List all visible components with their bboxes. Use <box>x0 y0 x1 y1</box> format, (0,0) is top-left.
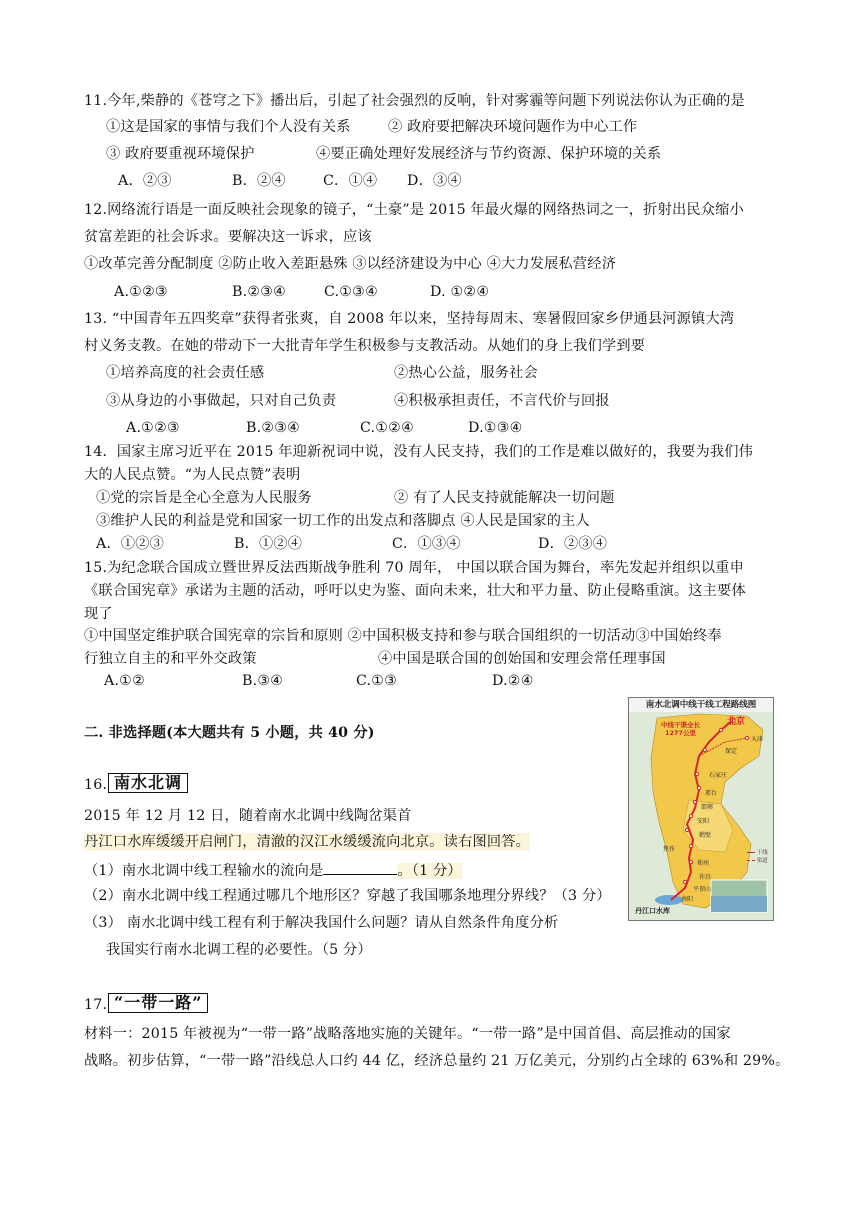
q16-topic-tag: 南水北调 <box>108 773 188 793</box>
section-2-title: 二. 非选择题(本大题共有 5 小题，共 40 分) <box>84 725 375 741</box>
q16-sub3-line2: 我国实行南水北调工程的必要性。（5 分） <box>106 942 372 958</box>
q11-option-4: ④要正确处理好发展经济与节约资源、保护环境的关系 <box>316 146 662 162</box>
q15-options-line2a: 行独立自主的和平外交政策 <box>84 651 257 667</box>
map-label-beijing: 北京 <box>727 717 746 727</box>
q16-sub1-points: 。（1 分） <box>397 863 462 879</box>
map-city-jiaozuo: 焦作 <box>663 846 676 853</box>
q11-option-2: ② 政府要把解决环境问题作为中心工作 <box>388 119 638 135</box>
q13-option-4: ④积极承担责任，不言代价与回报 <box>394 393 610 409</box>
map-length-label: 中线干渠全长 <box>661 721 700 729</box>
map-city-shijiazhuang: 石家庄 <box>709 772 728 779</box>
q13-choice-b: B.②③④ <box>246 420 301 436</box>
q14-choice-b: B．①②④ <box>234 536 303 552</box>
q13-option-3: ③从身边的小事做起，只对自己负责 <box>106 393 337 409</box>
q12-stem-line1: 12.网络流行语是一面反映社会现象的镜子，“土豪”是 2015 年最火爆的网络热词之一，折射出民众缩小 <box>84 202 744 218</box>
map-city-xuchang: 许昌 <box>699 874 712 881</box>
map-city-nanyang: 南阳 <box>681 896 694 903</box>
q14-choice-c: C．①③④ <box>392 536 461 552</box>
q12-choice-b: B.②③④ <box>232 284 287 300</box>
q16-line1: 2015 年 12 月 12 日，随着南水北调中线陶岔渠首 <box>84 808 412 824</box>
q14-stem-line2: 大的人民点赞。“为人民点赞”表明 <box>84 467 301 483</box>
map-legend-item-1: 干线 <box>747 848 768 856</box>
q16-answer-blank[interactable] <box>323 860 397 875</box>
map-city-tianjin: 天津 <box>751 736 764 743</box>
q11-choice-b: B．②④ <box>232 173 286 189</box>
q13-choice-d: D.①③④ <box>468 420 523 436</box>
q15-options-line2b: ④中国是联合国的创始国和安理会常任理事国 <box>378 651 666 667</box>
map-legend-item-2: 渠道 <box>747 856 768 864</box>
q12-choice-a: A.①②③ <box>114 284 168 300</box>
q14-option-1: ①党的宗旨是全心全意为人民服务 <box>96 490 312 506</box>
q12-choice-d: D. ①②④ <box>430 284 490 300</box>
map-city-pingdingshan: 平顶山 <box>693 886 712 893</box>
q11-option-3: ③ 政府要重视环境保护 <box>106 146 255 162</box>
q16-sub2: （2）南水北调中线工程通过哪几个地形区？穿越了我国哪条地理分界线？（3 分） <box>84 888 611 904</box>
route-map <box>628 697 774 921</box>
q14-option-2: ② 有了人民支持就能解决一切问题 <box>394 490 615 506</box>
map-length-box <box>661 721 700 737</box>
q14-choice-d: D．②③④ <box>538 536 608 552</box>
q11-choice-d: D．③④ <box>407 173 462 189</box>
reservoir-shape <box>655 895 683 905</box>
map-label-danjiangkou: 丹江口水库 <box>635 907 670 915</box>
q16-line2: 丹江口水库缓缓开启闸门，清澈的汉江水缓缓流向北京。读右图回答。 <box>84 834 531 850</box>
q15-choice-c: C.①③ <box>356 673 398 689</box>
q15-stem-line2: 《联合国宪章》承诺为主题的活动，呼吁以史为鉴、面向未来，壮大和平力量、防止侵略重演。这主要体 <box>84 583 746 599</box>
map-city-anyang: 安阳 <box>697 818 710 825</box>
q13-stem-line2: 村义务支教。在她的带动下一大批青年学生积极参与支教活动。从她们的身上我们学到要 <box>84 338 646 354</box>
map-city-handan: 邯郸 <box>701 804 714 811</box>
q13-option-2: ②热心公益，服务社会 <box>394 365 538 381</box>
q17-number: 17. <box>84 997 108 1013</box>
q14-choice-a: A．①②③ <box>96 536 164 552</box>
q12-choice-c: C.①③④ <box>324 284 379 300</box>
q17-line1: 材料一：2015 年被视为“一带一路”战略落地实施的关键年。“一带一路”是中国首倡、高层推动的国家 <box>84 1026 731 1042</box>
q17-topic-tag: “一带一路” <box>108 993 208 1013</box>
map-title: 南水北调中线干线工程路线图 <box>629 698 773 712</box>
q16-number: 16. <box>84 777 108 793</box>
map-legend <box>747 848 768 864</box>
q12-options: ①改革完善分配制度 ②防止收入差距悬殊 ③以经济建设为中心 ④大力发展私营经济 <box>84 256 617 272</box>
q14-stem-line1: 14．国家主席习近平在 2015 年迎新祝词中说，没有人民支持，我们的工作是难以做好的，我要为我们伟 <box>84 444 754 460</box>
q15-stem-line1: 15.为纪念联合国成立暨世界反法西斯战争胜利 70 周年， 中国以联合国为舞台，率先发起并组织以重申 <box>84 560 745 576</box>
q16-sub1 <box>84 860 462 880</box>
map-city-zhengzhou: 郑州 <box>697 860 710 867</box>
q15-choice-a: A.①② <box>104 673 145 689</box>
map-city-hebi: 鹤壁 <box>699 832 712 839</box>
q15-choice-d: D.②④ <box>492 673 534 689</box>
map-length-value: 1277公里 <box>664 729 697 737</box>
q11-choice-a: A．②③ <box>118 173 172 189</box>
q16-sub1-text: （1）南水北调中线工程输水的流向是 <box>84 863 324 879</box>
q13-choice-a: A.①②③ <box>126 420 180 436</box>
q11-choice-c: C．①④ <box>323 173 378 189</box>
q12-stem-line2: 贫富差距的社会诉求。要解决这一诉求，应该 <box>84 229 372 245</box>
q13-stem-line1: 13. “中国青年五四奖章”获得者张爽，自 2008 年以来，坚持每周末、寒暑假回家乡伊通县河源镇大湾 <box>84 311 735 327</box>
map-city-baoding: 保定 <box>725 748 738 755</box>
q17-line2: 战略。初步估算，“一带一路”沿线总人口约 44 亿，经济总量约 21 万亿美元，分别约占全球的 63%和 29%。 <box>84 1053 790 1069</box>
map-city-xingtai: 邢台 <box>705 790 718 797</box>
q15-options-line1: ①中国坚定维护联合国宪章的宗旨和原则 ②中国积极支持和参与联合国组织的一切活动③中国始终奉 <box>84 628 722 644</box>
q11-option-1: ①这是国家的事情与我们个人没有关系 <box>106 119 351 135</box>
q14-option-3-4: ③维护人民的利益是党和国家一切工作的出发点和落脚点 ④人民是国家的主人 <box>96 513 590 529</box>
q11-stem: 11.今年,柴静的《苍穹之下》播出后，引起了社会强烈的反响，针对雾霾等问题下列说法你认为正确的是 <box>84 93 745 109</box>
q15-stem-line3: 现了 <box>84 606 113 622</box>
q13-option-1: ①培养高度的社会责任感 <box>106 365 265 381</box>
q16-sub3-line1: （3） 南水北调中线工程有利于解决我国什么问题？请从自然条件角度分析 <box>84 915 559 931</box>
q13-choice-c: C.①②④ <box>360 420 415 436</box>
q15-choice-b: B.③④ <box>242 673 284 689</box>
